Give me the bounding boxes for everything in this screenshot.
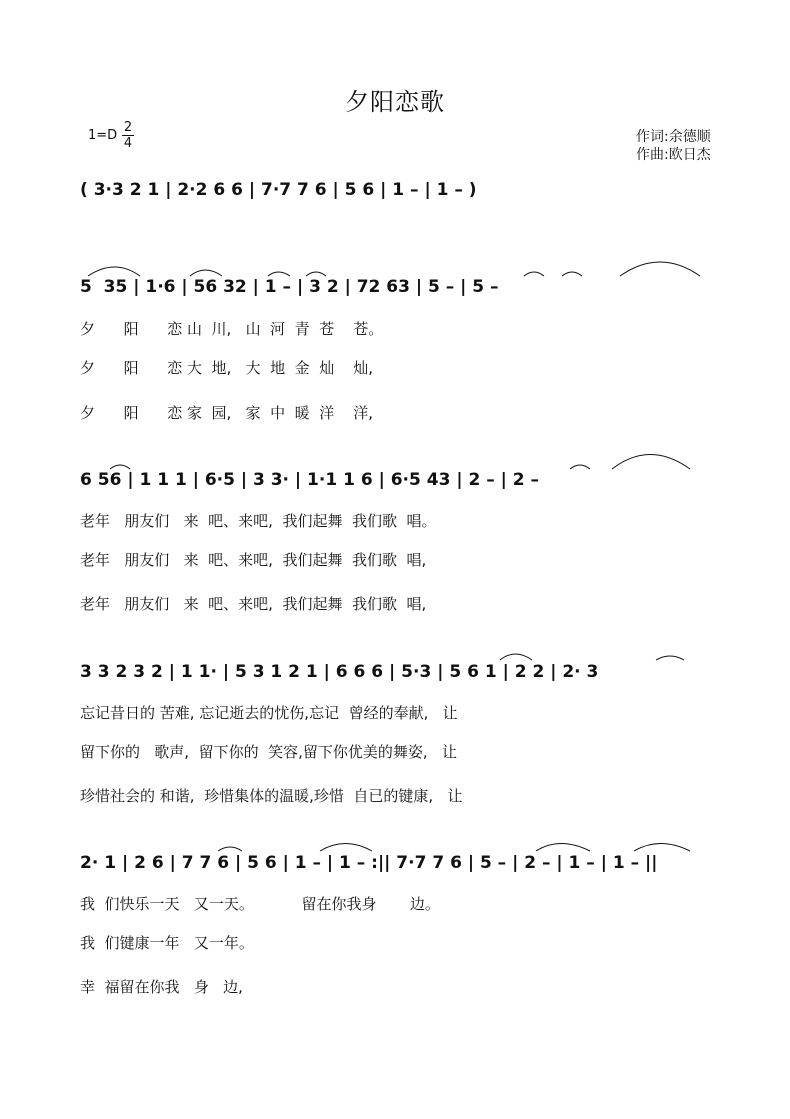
lyric-line-5-verse-2: 我 们键康一年 又一年。 xyxy=(80,934,254,952)
time-signature xyxy=(122,120,134,151)
notation-line-5: 2· 1 | 2 6 | 7 7 6 | 5 6 | 1 – | 1 – :|| 7·7 7 6 | 5 – | 2 – | 1 – | 1 – || xyxy=(80,853,658,873)
notation-line-1: ( 3·3 2 1 | 2·2 6 6 | 7·7 7 6 | 5 6 | 1 – | 1 – ) xyxy=(80,180,477,200)
lyric-line-3-verse-3: 老年 朋友们 来 吧、来吧, 我们起舞 我们歌 唱, xyxy=(80,595,427,613)
slur-mark xyxy=(88,267,140,276)
slur-mark xyxy=(656,656,684,660)
slur-mark xyxy=(500,654,532,660)
lyricist: 作词:余德顺 xyxy=(636,129,711,145)
lyric-line-3-verse-2: 老年 朋友们 来 吧、来吧, 我们起舞 我们歌 唱, xyxy=(80,551,427,569)
time-sig-denominator: 4 xyxy=(123,136,133,151)
song-title: 夕阳恋歌 xyxy=(345,88,445,116)
slur-mark xyxy=(524,272,544,276)
slur-mark xyxy=(570,465,590,469)
slur-mark xyxy=(306,272,326,276)
lyric-line-2-verse-2: 夕 阳 恋 大 地, 大 地 金 灿 灿, xyxy=(80,359,374,377)
lyric-line-5-verse-3: 幸 福留在你我 身 边, xyxy=(80,978,243,996)
credits xyxy=(636,128,711,164)
notation-line-4: 3 3 2 3 2 | 1 1· | 5 3 1 2 1 | 6 6 6 | 5·3 | 5 6 1 | 2 2 | 2· 3 xyxy=(80,662,599,682)
lyric-line-3-verse-1: 老年 朋友们 来 吧、来吧, 我们起舞 我们歌 唱。 xyxy=(80,512,437,530)
key-signature: 1=D xyxy=(88,128,118,143)
lyric-line-5-verse-1: 我 们快乐一天 又一天。 留在你我身 边。 xyxy=(80,895,440,913)
slur-mark xyxy=(536,844,590,852)
slur-mark xyxy=(190,270,222,276)
slur-mark xyxy=(620,262,700,276)
lyric-line-2-verse-1: 夕 阳 恋 山 川, 山 河 青 苍 苍。 xyxy=(80,320,384,338)
lyric-line-4-verse-2: 留下你的 歌声, 留下你的 笑容,留下你优美的舞姿, 让 xyxy=(80,743,457,761)
slur-mark xyxy=(562,272,582,276)
slur-mark xyxy=(110,465,130,469)
time-sig-numerator: 2 xyxy=(123,120,133,135)
composer: 作曲:欧日杰 xyxy=(636,147,711,163)
slur-mark xyxy=(320,844,372,852)
slur-mark xyxy=(634,844,690,852)
slur-mark xyxy=(268,272,290,276)
slur-mark xyxy=(218,847,242,851)
lyric-line-2-verse-3: 夕 阳 恋 家 园, 家 中 暖 洋 洋, xyxy=(80,404,374,422)
notation-line-2: 5 35 | 1·6 | 56 32 | 1 – | 3 2 | 72 63 | 5 – | 5 – xyxy=(80,277,499,297)
lyric-line-4-verse-1: 忘记昔日的 苦难, 忘记逝去的忧伤,忘记 曾经的奉献, 让 xyxy=(80,704,458,722)
slur-mark xyxy=(612,455,690,470)
lyric-line-4-verse-3: 珍惜社会的 和谐, 珍惜集体的温暖,珍惜 自已的键康, 让 xyxy=(80,787,463,805)
notation-line-3: 6 56 | 1 1 1 | 6·5 | 3 3· | 1·1 1 6 | 6·5 43 | 2 – | 2 – xyxy=(80,470,539,490)
